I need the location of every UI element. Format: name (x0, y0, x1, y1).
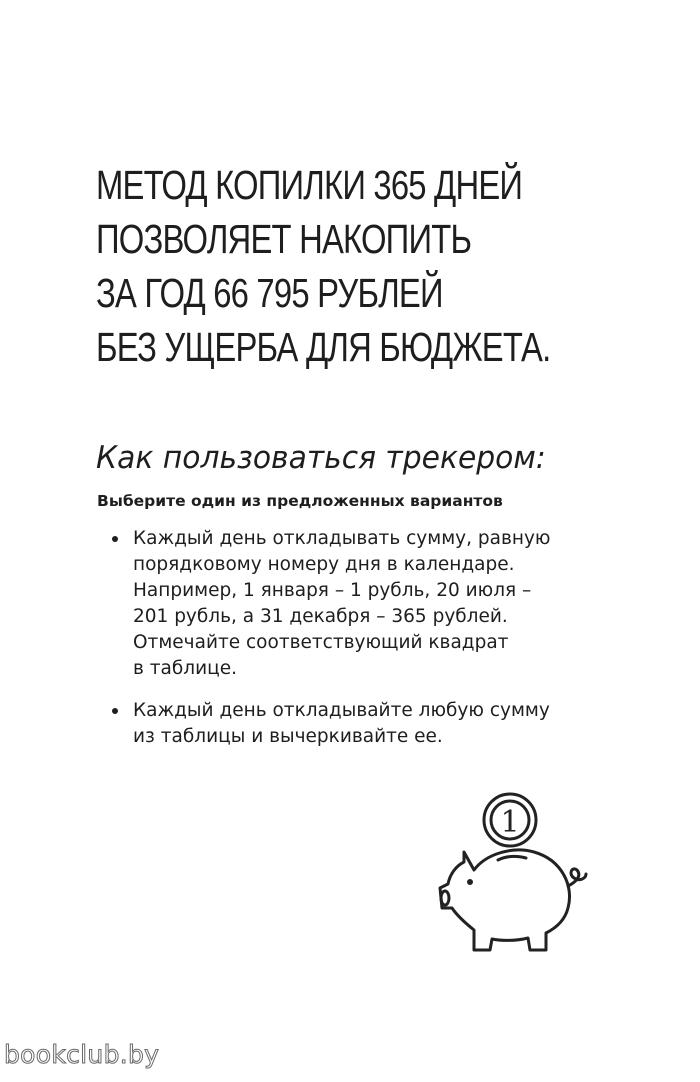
section-title: Как пользоваться трекером: (96, 440, 546, 476)
headline-line: БЕЗ УЩЕРБА ДЛЯ БЮДЖЕТА. (96, 324, 551, 370)
list-item-line: Например, 1 января – 1 рубль, 20 июля – (133, 580, 532, 601)
coin-label: 1 (500, 805, 520, 840)
list-item-line: Отмечайте соответствующий квадрат (133, 632, 509, 653)
options-list (108, 526, 608, 766)
pig-eye-icon (467, 879, 473, 885)
list-item-line: Каждый день откладывайте любую сумму (133, 700, 550, 721)
list-item-line: 201 рубль, а 31 декабря – 365 рублей. (133, 606, 508, 627)
piggy-bank-icon (430, 790, 595, 960)
list-item-line: порядковому номеру дня в календаре. (133, 554, 515, 575)
instruction-text: Выберите один из предложенных вариантов (97, 492, 503, 510)
list-item (108, 698, 608, 750)
list-item (108, 526, 608, 682)
list-item-line: в таблице. (133, 658, 238, 679)
headline-line: ЗА ГОД 66 795 РУБЛЕЙ (96, 270, 443, 316)
headline-line: ПОЗВОЛЯЕТ НАКОПИТЬ (96, 216, 472, 262)
headline-line: МЕТОД КОПИЛКИ 365 ДНЕЙ (96, 162, 523, 208)
headline (96, 158, 551, 374)
list-item-line: из таблицы и вычеркивайте ее. (133, 726, 443, 747)
list-item-line: Каждый день откладывать сумму, равную (133, 528, 551, 549)
watermark: bookclub.by (4, 1040, 160, 1069)
